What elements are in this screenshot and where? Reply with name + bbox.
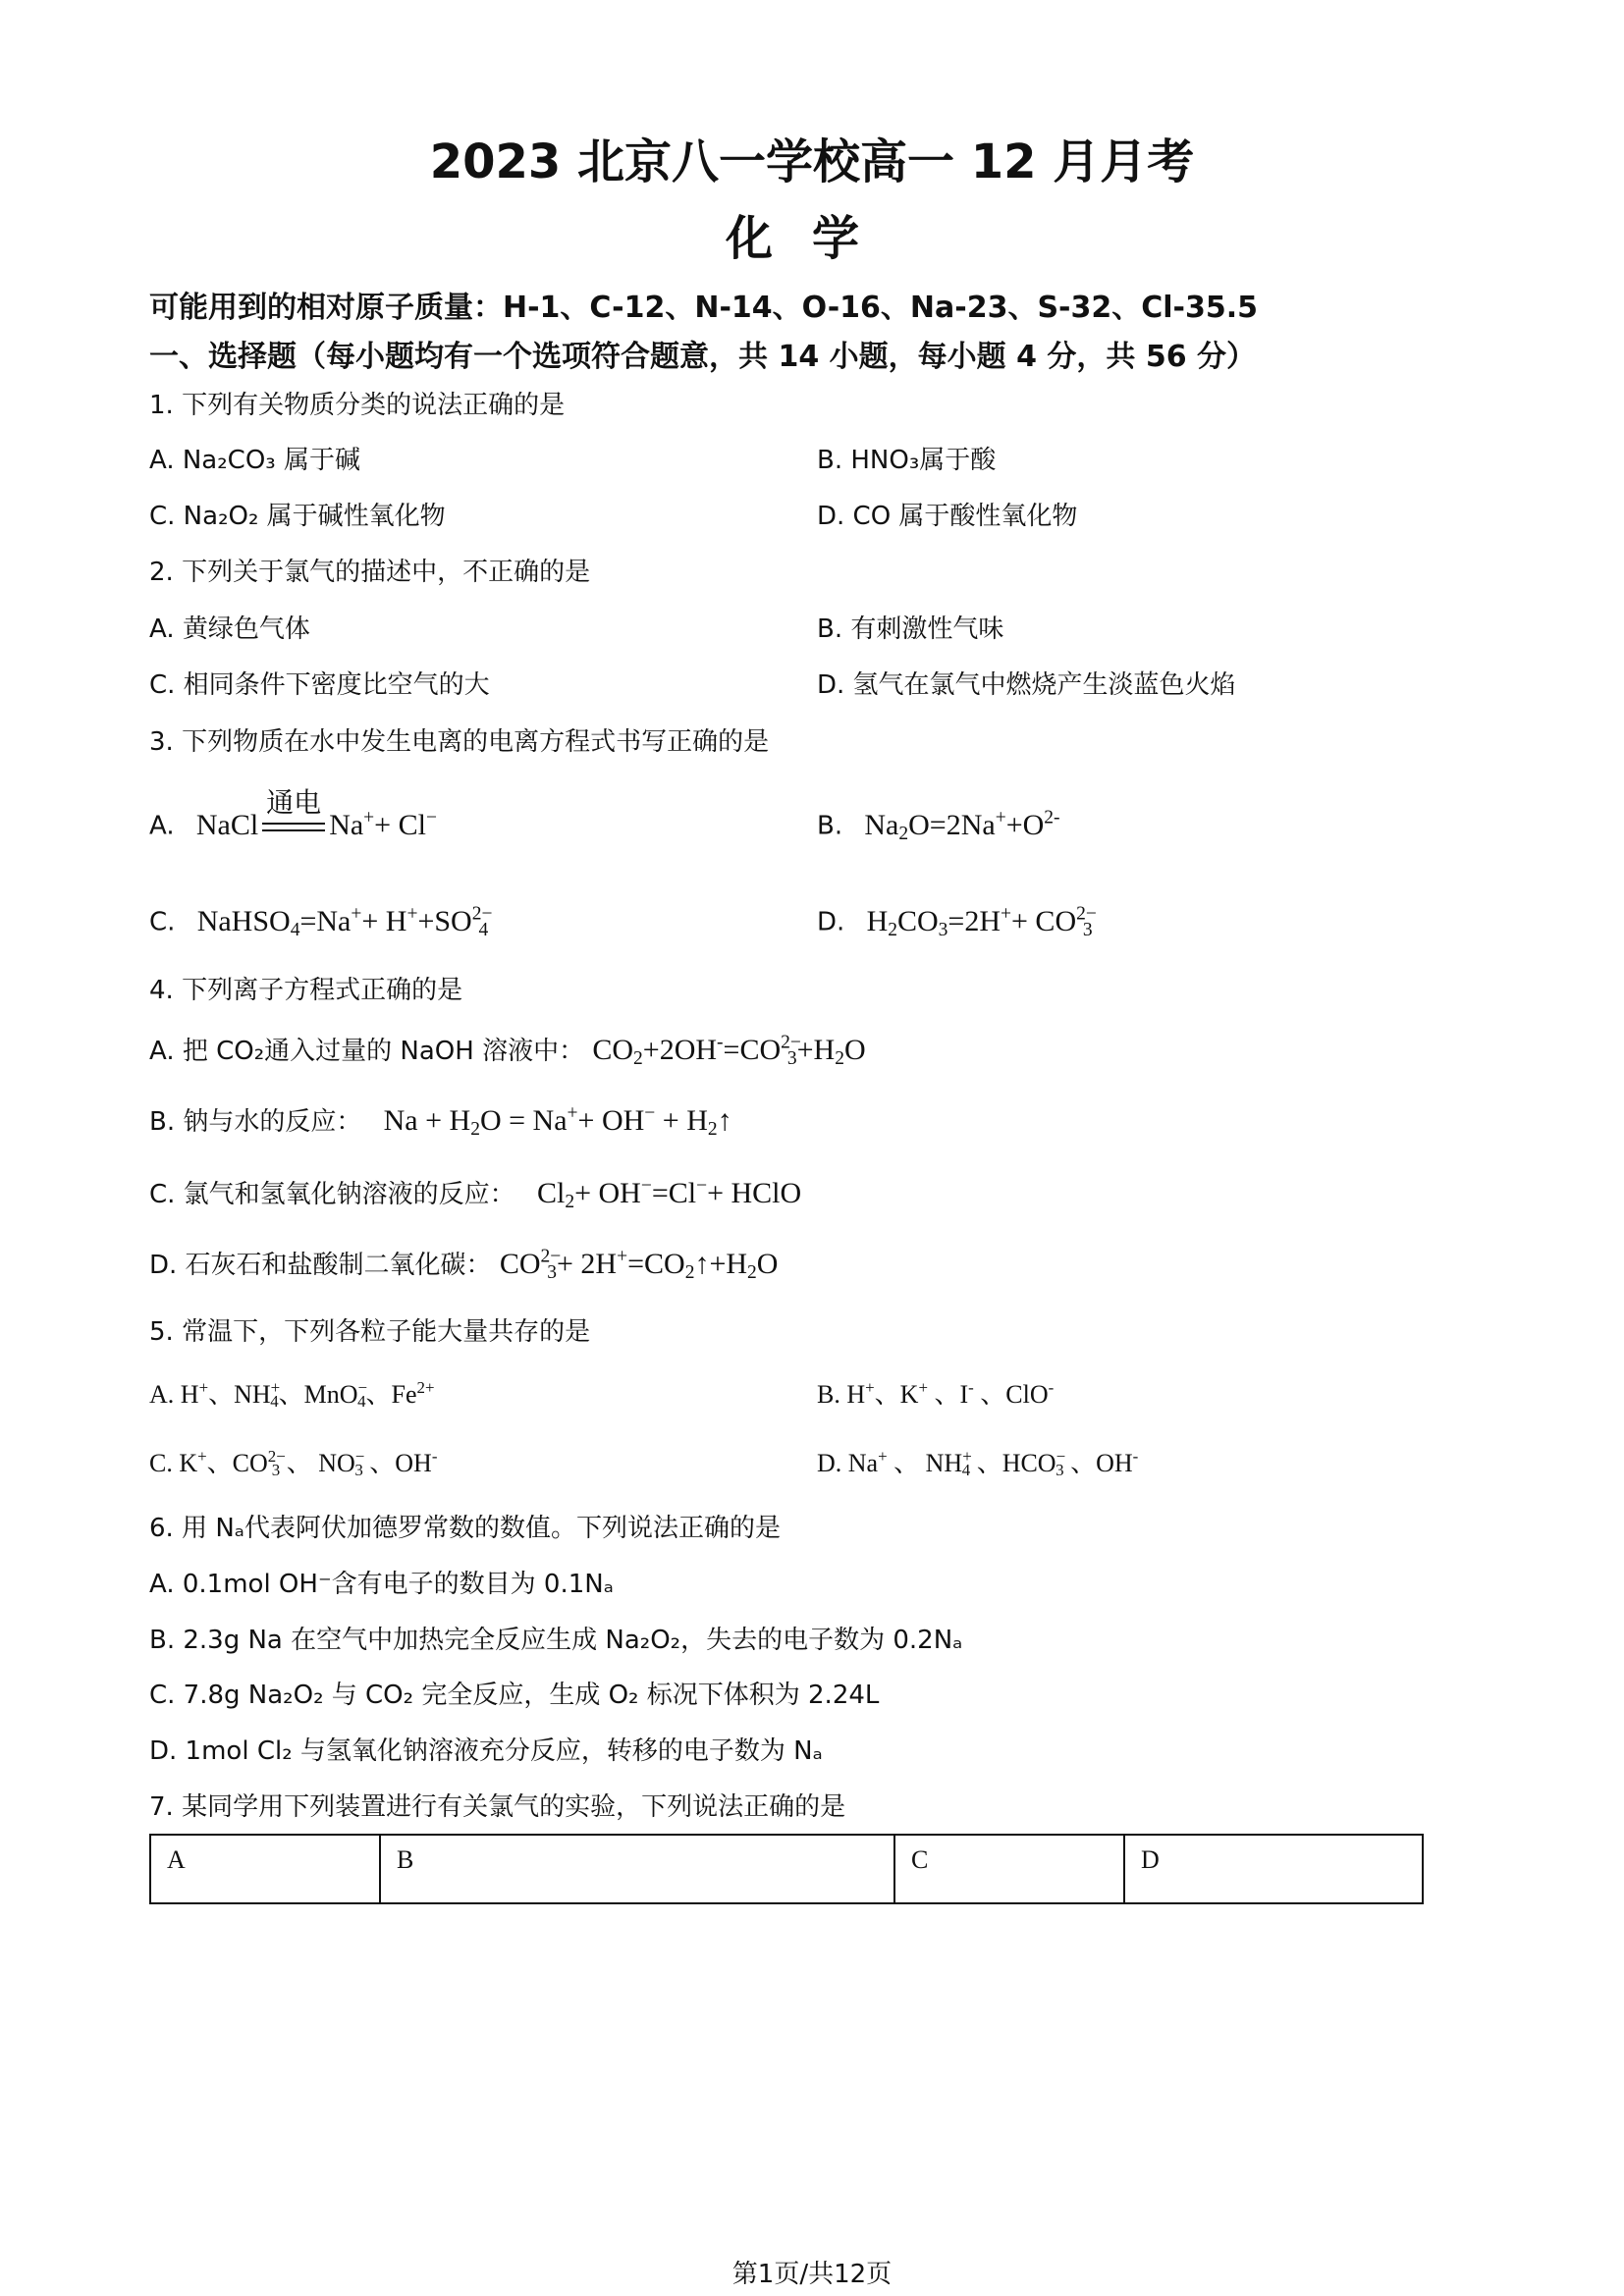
- q3-option-c: C. NaHSO$_4$=Na++ $H^++SO^{2-}_4$: [149, 903, 493, 940]
- q3-option-a: A. NaCl 通电 Na++ Cl−: [149, 807, 437, 842]
- q2-option-d: D. 氢气在氯气中燃烧产生淡蓝色火焰: [817, 670, 1236, 700]
- question-7-stem: 7. 某同学用下列装置进行有关氯气的实验，下列说法正确的是: [149, 1792, 846, 1822]
- q6-option-c: C. 7.8g Na₂O₂ 与 CO₂ 完全反应，生成 O₂ 标况下体积为 2.24L: [149, 1681, 880, 1710]
- q7-col-c: C: [894, 1835, 1124, 1903]
- section-heading: 一、选择题（每小题均有一个选项符合题意，共 14 小题，每小题 4 分，共 56 分）: [149, 340, 1257, 374]
- q2-option-b: B. 有刺激性气味: [817, 614, 1004, 644]
- question-3-stem: 3. 下列物质在水中发生电离的电离方程式书写正确的是: [149, 727, 770, 757]
- q4-option-d: D. 石灰石和盐酸制二氧化碳： $CO^{2-}_3+$ $2H^+=CO_2↑+H_2O$: [149, 1246, 779, 1283]
- q7-col-b: B: [380, 1835, 894, 1903]
- q3-option-d: D. $H_2CO_3=2H^++ CO^{2-}_3$: [817, 903, 1097, 940]
- q4-option-b: B. 钠与水的反应： $Na + H_2O = Na^++ OH^-$ + $H_2↑$: [149, 1102, 732, 1140]
- q5-option-a: A. H+、$NH^+_4$、MnO−$_4$、$Fe^{2+}$: [149, 1377, 435, 1412]
- page-footer: 第1页/共12页: [731, 2260, 893, 2289]
- q7-col-a: A: [150, 1835, 380, 1903]
- exam-subject: 化学: [725, 211, 898, 266]
- q2-option-c: C. 相同条件下密度比空气的大: [149, 670, 490, 700]
- atomic-masses-note: 可能用到的相对原子质量：H-1、C-12、N-14、O-16、Na-23、S-32、Cl-35.5: [149, 291, 1259, 325]
- exam-title: 2023 北京八一学校高一 12 月月考: [429, 134, 1195, 189]
- q6-option-d: D. 1mol Cl₂ 与氢氧化钠溶液充分反应，转移的电子数为 Nₐ: [149, 1736, 823, 1766]
- question-4-stem: 4. 下列离子方程式正确的是: [149, 976, 463, 1005]
- q5-option-b: B. H+、K+ 、I- 、ClO-: [817, 1377, 1055, 1409]
- q1-option-a: A. Na₂CO₃ 属于碱: [149, 446, 360, 475]
- question-2-stem: 2. 下列关于氯气的描述中，不正确的是: [149, 558, 591, 587]
- q4-option-a: A. 把 CO₂通入过量的 NaOH 溶液中： $CO_2+2OH^-=CO^{2-}_3+H_2O$: [149, 1032, 866, 1069]
- question-1-stem: 1. 下列有关物质分类的说法正确的是: [149, 391, 566, 420]
- q5-option-d: D. Na+ 、 $NH^+_4$ 、$HCO^-_3$ 、OH-: [817, 1446, 1139, 1480]
- q6-option-b: B. 2.3g Na 在空气中加热完全反应生成 Na₂O₂，失去的电子数为 0.2Nₐ: [149, 1626, 963, 1655]
- q7-apparatus-table: [149, 1834, 1424, 1904]
- q6-option-a: A. 0.1mol OH⁻含有电子的数目为 0.1Nₐ: [149, 1570, 614, 1599]
- q3-electrolysis-label: 通电: [266, 785, 322, 819]
- q3-option-b: B. $Na_2O=2Na^++O^{2-}$: [817, 807, 1060, 844]
- question-6-stem: 6. 用 Nₐ代表阿伏加德罗常数的数值。下列说法正确的是: [149, 1514, 781, 1543]
- question-5-stem: 5. 常温下，下列各粒子能大量共存的是: [149, 1317, 591, 1347]
- q4-option-c: C. 氯气和氢氧化钠溶液的反应： $Cl_2+ OH^-=Cl^-+$ HClO: [149, 1175, 802, 1212]
- q2-option-a: A. 黄绿色气体: [149, 614, 310, 644]
- q5-option-c: C. K+、$CO^{2-}_3$ 、 $NO^-_3$ 、OH-: [149, 1446, 438, 1480]
- q7-col-d: D: [1124, 1835, 1423, 1903]
- q1-option-c: C. Na₂O₂ 属于碱性氧化物: [149, 502, 446, 531]
- q1-option-d: D. CO 属于酸性氧化物: [817, 502, 1078, 531]
- q1-option-b: B. HNO₃属于酸: [817, 446, 997, 475]
